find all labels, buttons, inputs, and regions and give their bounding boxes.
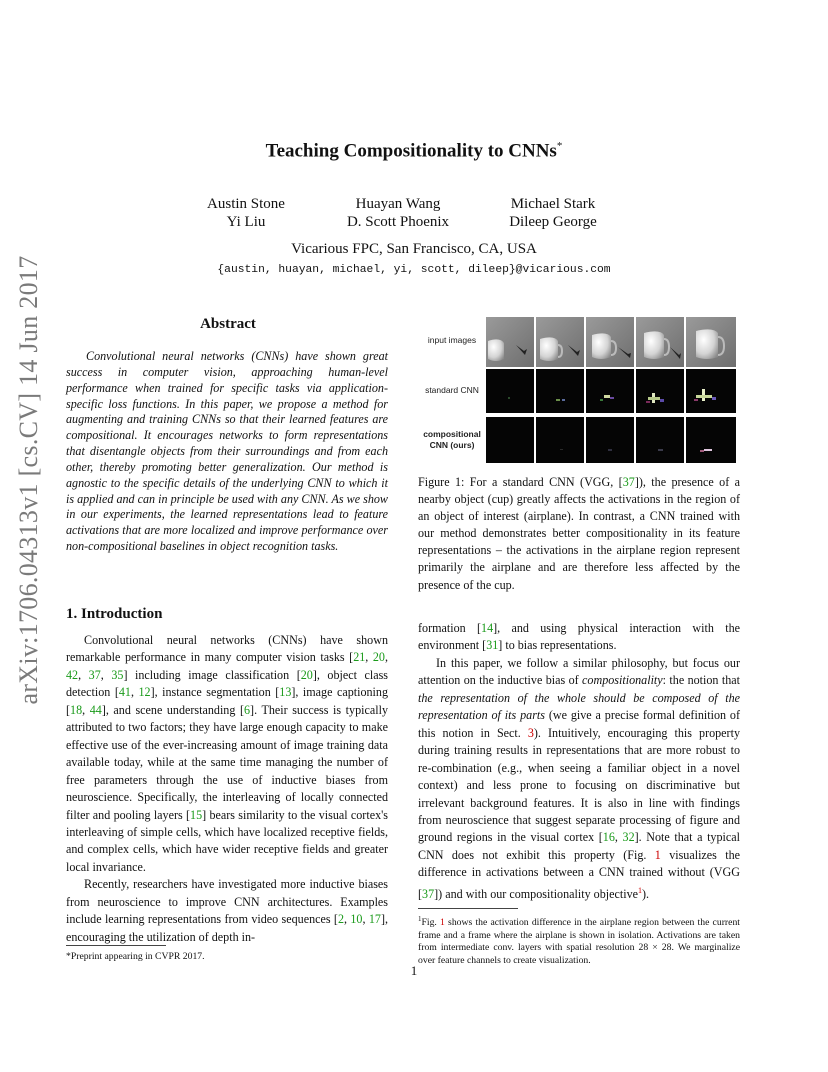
intro-right-column [418,620,740,903]
abstract-text: Convolutional neural networks (CNNs) have shown great success in computer vision, approaching human-level performance when trained for specific tasks via application-specific loss functions. In this paper, we propose a method for augmenting and training CNNs so that their learned features are compositional. It encourages networks to form representations that disentangle objects from their surroundings and from each other, thereby promoting better generalization. Our method is agnostic to the specific details of the underlying CNN to which it is applied and can in principle be used with any CNN. As we show in our experiments, the learned representations lead to feature activations that are more localized and improve performance over non-compositional baselines in object recognition tasks. [66,349,388,554]
citation[interactable]: 42 [66,667,79,682]
input-frame [586,317,634,367]
input-frame [686,317,736,367]
citation[interactable]: 14 [481,621,494,635]
section-heading-introduction: 1. Introduction [66,606,163,622]
intro-paragraph: formation [14], and using physical interaction with the environment [31] to bias representations. [418,621,740,653]
affiliation: Vicarious FPC, San Francisco, CA, USA [291,241,537,257]
citation[interactable]: 35 [111,667,124,682]
citation[interactable]: 44 [89,702,102,717]
title-text: Teaching Compositionality to CNNs [265,140,557,162]
citation[interactable]: 37 [88,667,101,682]
input-frame [636,317,684,367]
input-frame [536,317,584,367]
row-label-compositional: compositional CNN (ours) [423,429,481,450]
citation[interactable]: 18 [70,702,83,717]
citation[interactable]: 2 [337,912,344,927]
citation[interactable]: 6 [244,702,251,717]
intro-paragraph: In this paper, we follow a similar philosophy, but focus our attention on the inductive bias of compositionality: the notion that the representation of the whole should be composed of the representation of its parts (we give a precise formal definition of this notion in Sect. 3). Intuitively, encouraging this property during training results in representations that are more robust to re-combination (e.g., when seeing a familiar object in a novel context) and less prone to focusing on discriminative but irrelevant background features. It is also in line with findings from neuroscience that suggest separate processing of figure and ground regions in the visual cortex [16, 32]. Note that a typical CNN does not exhibit this property (Fig. 1 visualizes the difference in activations between a CNN trained without (VGG [37]) and with our compositionality objective$^1$). [418,655,740,901]
standard-cnn-row [486,369,736,413]
row-label-standard: standard CNN [425,385,479,395]
citation[interactable]: 31 [486,638,499,653]
row-label-input: input images [427,335,477,345]
author: Austin Stone [207,196,285,212]
citation[interactable]: 15 [190,807,203,822]
paper-title [0,140,828,162]
activation-grid [486,317,736,463]
citation[interactable]: 21 [353,650,366,665]
input-frame [486,317,534,367]
citation[interactable]: 13 [279,685,292,700]
citation[interactable]: 20 [300,667,313,682]
title-footnote-mark: * [556,140,563,152]
arxiv-id: arXiv:1706.04313v1 [cs.CV] 14 Jun 2017 [14,255,43,705]
section-reference[interactable]: 3 [527,725,534,740]
footnote-mark[interactable]: 1 [638,885,642,895]
author: Michael Stark [510,196,596,212]
compositional-cnn-row [486,417,736,463]
citation[interactable]: 37 [622,475,635,489]
footnote-rule [66,945,166,946]
figure-1 [418,317,740,463]
arxiv-stamp [8,255,50,705]
citation[interactable]: 10 [350,912,363,927]
footnote-preprint: *Preprint appearing in CVPR 2017. [66,951,205,962]
citation[interactable]: 32 [622,830,635,845]
figure-reference[interactable]: 1 [440,917,445,929]
abstract-heading: Abstract [200,316,256,332]
footnote-number: 1 [418,915,422,923]
author-emails: {austin, huayan, michael, yi, scott, dileep}@vicarious.com [217,264,611,276]
intro-left-column [66,632,388,946]
citation[interactable]: 12 [138,685,151,700]
citation[interactable]: 37 [422,886,435,901]
citation[interactable]: 41 [118,685,131,700]
footnote-rule [418,908,518,909]
citation[interactable]: 17 [368,912,381,927]
author: Yi Liu [226,214,266,230]
footnote-1: $^1$Fig. 1 shows the activation difference in the airplane region between the current frame and a frame where the airplane is shown in isolation. Activations are taken from intermediate conv. layers with spatial resolution 28 × 28. We marginalize over feature channels to create visualization. [418,915,740,966]
author: Dileep George [509,214,597,230]
author: D. Scott Phoenix [346,214,450,230]
citation[interactable]: 16 [602,830,615,845]
abstract-body [66,349,388,555]
intro-paragraph: Recently, researchers have investigated more inductive biases from neuroscience to improve CNN architectures. Examples include learning representations from video sequences [2, 10, 17], encouraging the utilization of depth in- [66,877,388,944]
author: Huayan Wang [355,196,441,212]
page-number: 1 [410,963,418,978]
figure-1-caption: Figure 1: For a standard CNN (VGG, [37]), the presence of a nearby object (cup) greatly affects the activations in the region of an object of interest (airplane). In contrast, a CNN trained with our method demonstrates better compositionality in its feature representations – the activations in the airplane region represent primarily the airplane and are therefore less affected by the presence of the cup. [418,475,740,592]
input-image-row [486,317,736,367]
citation[interactable]: 20 [372,650,385,665]
intro-paragraph: Convolutional neural networks (CNNs) have shown remarkable performance in many computer vision tasks [21, 20, 42, 37, 35] including image classification [20], object class detection [41, 12], instance segmentation [13], image captioning [18, 44], and scene understanding [6]. Their success is typically attributed to two factors; they have large enough capacity to make effective use of the ever-increasing amount of image training data available today, while at the same time managing the number of free parameters through the use of inductive biases from neuroscience. Specifically, the interleaving of locally connected filter and pooling layers [15] bears similarity to the visual cortex's interleaving of simple cells, which have localized receptive fields, and complex cells, which have wider receptive fields and greater local invariance. [66,633,389,874]
figure-reference[interactable]: 1 [654,847,661,862]
